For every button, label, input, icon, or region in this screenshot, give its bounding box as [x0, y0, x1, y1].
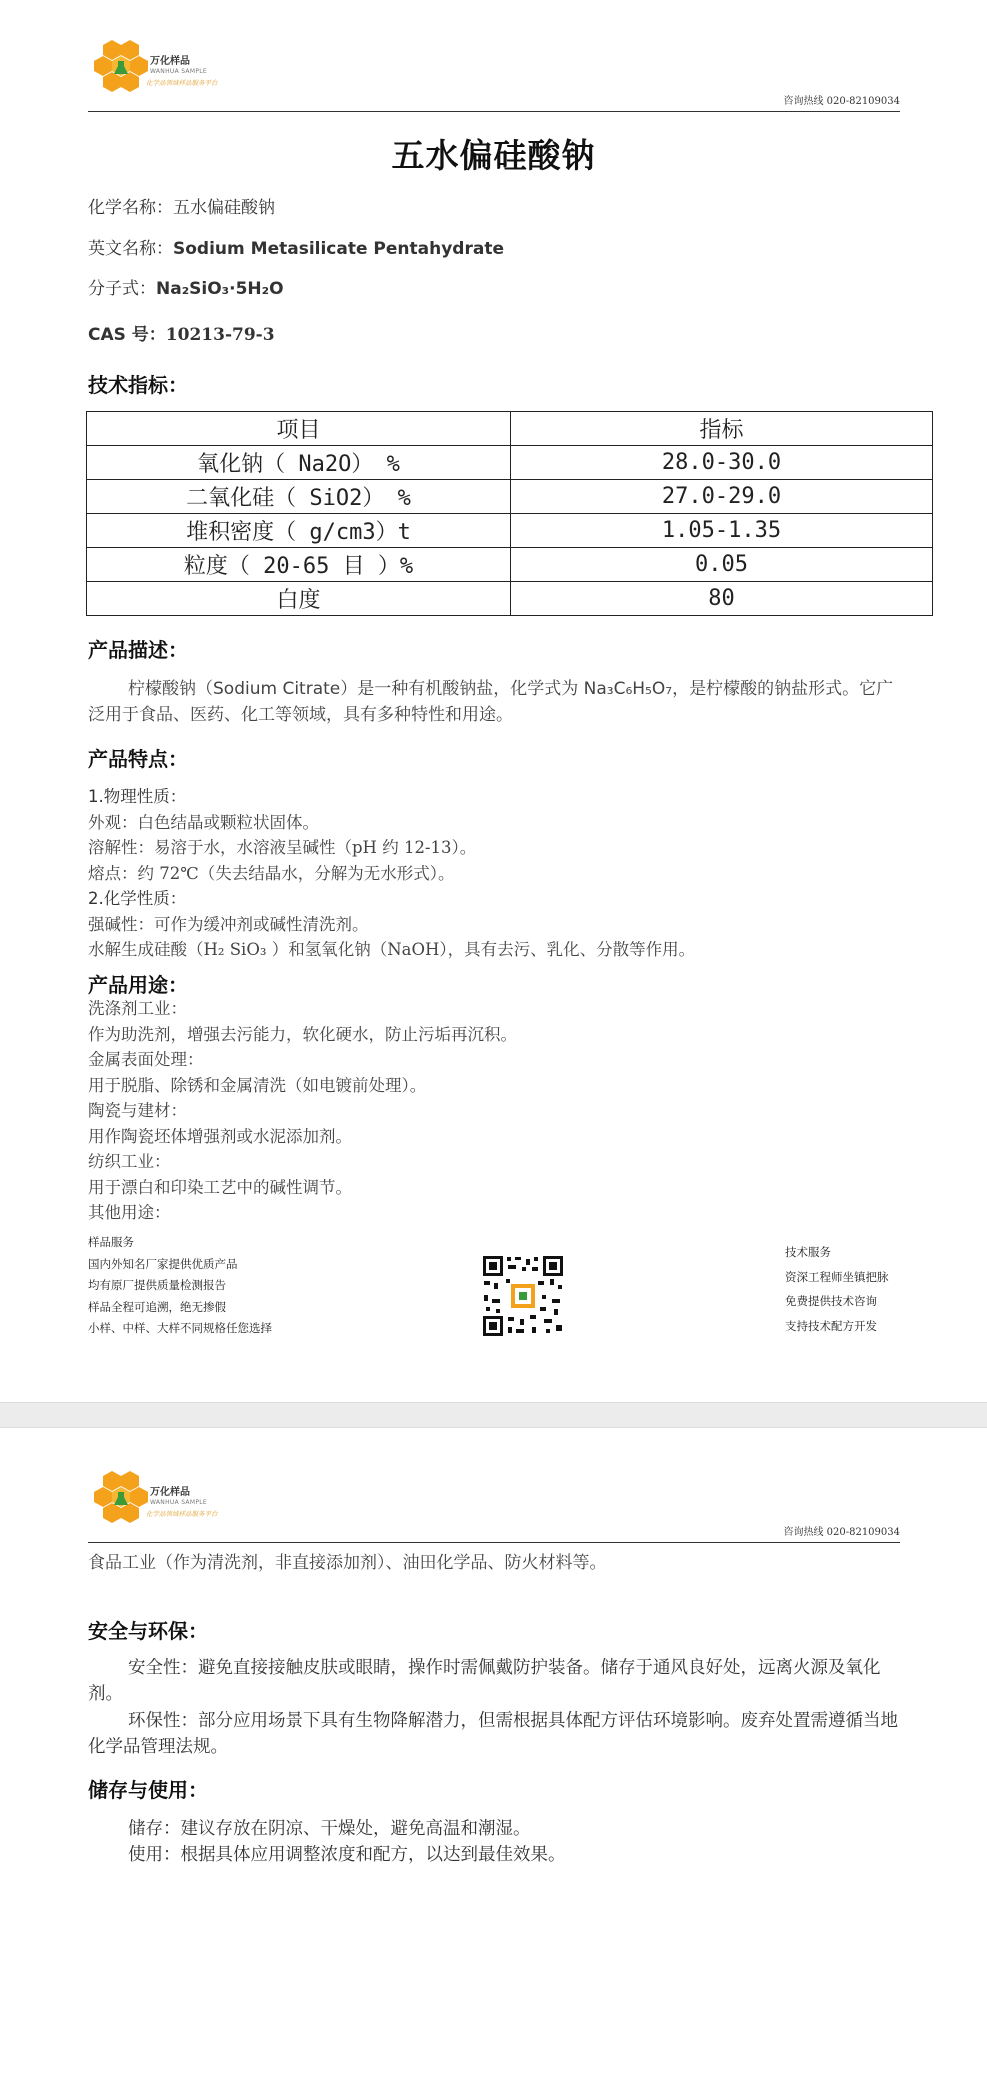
- table-row: [87, 582, 933, 616]
- formula-label: 分子式：: [88, 279, 156, 299]
- list-item: 熔点：约 72℃（失去结晶水，分解为无水形式）。: [88, 863, 455, 883]
- english-name-label: 英文名称：: [88, 239, 173, 259]
- document-title: 五水偏硅酸钠: [391, 136, 596, 175]
- list-item: 用作陶瓷坯体增强剂或水泥添加剂。: [88, 1126, 352, 1146]
- spec-item: 白度: [87, 582, 511, 616]
- list-item: 水解生成硅酸（H₂ SiO₃ ）和氢氧化钠（NaOH），具有去污、乳化、分散等作用。: [88, 940, 696, 959]
- logo-slogan: 化学品领域样品服务平台: [146, 79, 218, 87]
- cas-field: [88, 320, 275, 345]
- list-item: 其他用途：: [88, 1203, 171, 1222]
- tech-service-block: [785, 1240, 889, 1338]
- spec-value: 28.0-30.0: [511, 446, 933, 480]
- features-list: [88, 784, 900, 963]
- chemical-name-field: [88, 193, 275, 218]
- spec-item: 氧化钠（ Na2O） %: [87, 446, 511, 480]
- list-item: 陶瓷与建材：: [88, 1101, 187, 1120]
- service-item: 技术服务: [785, 1245, 831, 1259]
- list-item: 溶解性：易溶于水，水溶液呈碱性（pH 约 12-13）。: [88, 838, 477, 857]
- table-row: [87, 548, 933, 582]
- service-item: 样品服务: [88, 1235, 134, 1249]
- storage-text: 储存：建议存放在阴凉、干燥处，避免高温和潮湿。: [128, 1819, 531, 1839]
- list-item: 金属表面处理：: [88, 1050, 204, 1069]
- spec-item: 粒度（ 20-65 目 ）%: [87, 548, 511, 582]
- qr-code: [482, 1255, 564, 1337]
- storage-heading: 储存与使用：: [88, 1778, 208, 1802]
- list-item: 强碱性：可作为缓冲剂或碱性清洗剂。: [88, 914, 369, 934]
- spec-item: 堆积密度（ g/cm3）t: [87, 514, 511, 548]
- safety-heading: 安全与环保：: [88, 1619, 208, 1643]
- service-item: 小样、中样、大样不同规格任您选择: [88, 1321, 272, 1335]
- uses-heading: 产品用途：: [88, 973, 188, 997]
- uses-continued-text: 食品工业（作为清洗剂，非直接添加剂）、油田化学品、防火材料等。: [88, 1553, 607, 1573]
- service-item: 均有原厂提供质量检测报告: [88, 1278, 226, 1292]
- spec-value: 0.05: [511, 548, 933, 582]
- page-separator: [0, 1402, 987, 1428]
- service-item: 免费提供技术咨询: [785, 1294, 877, 1308]
- service-item: 国内外知名厂家提供优质产品: [88, 1256, 238, 1271]
- chemical-name-label: 化学名称：: [88, 198, 173, 218]
- logo-name: 万化样品: [150, 56, 190, 67]
- features-heading: 产品特点：: [88, 747, 188, 771]
- spec-heading: 技术指标：: [88, 373, 188, 397]
- list-item: 2.化学性质：: [88, 889, 187, 908]
- page-header: [88, 32, 900, 112]
- list-item: 外观：白色结晶或颗粒状固体。: [88, 812, 319, 832]
- service-item: 资深工程师坐镇把脉: [785, 1269, 889, 1284]
- spec-item: 二氧化硅（ SiO2） %: [87, 480, 511, 514]
- spec-value: 80: [511, 582, 933, 616]
- description-text: 柠檬酸钠（Sodium Citrate）是一种有机酸钠盐，化学式为 Na₃C₆H₅O₇，是柠檬酸的钠盐形式。它广泛用于食品、医药、化工等领域，具有多种特性和用途。: [88, 679, 894, 725]
- page-header: [88, 1463, 900, 1543]
- table-row: [87, 480, 933, 514]
- table-row: [87, 514, 933, 548]
- hotline: 咨询热线 020-82109034: [783, 1527, 900, 1538]
- list-item: 用于漂白和印染工艺中的碱性调节。: [88, 1177, 352, 1197]
- service-item: 样品全程可追溯，绝无掺假: [88, 1299, 226, 1314]
- sample-service-block: [88, 1232, 272, 1340]
- environment-text: 环保性：部分应用场景下具有生物降解潜力，但需根据具体配方评估环境影响。废弃处置需遵循当地化学品管理法规。: [88, 1711, 898, 1757]
- table-row: [87, 446, 933, 480]
- spec-table-header-row: [87, 412, 933, 446]
- english-name-field: [88, 234, 504, 259]
- formula-value: Na₂SiO₃·5H₂O: [156, 279, 284, 299]
- logo-subtitle: WANHUA SAMPLE: [150, 1499, 207, 1506]
- list-item: 纺织工业：: [88, 1152, 171, 1171]
- service-item: 支持技术配方开发: [785, 1318, 877, 1333]
- chemical-name-value: 五水偏硅酸钠: [173, 198, 275, 218]
- usage-text: 使用：根据具体应用调整浓度和配方，以达到最佳效果。: [128, 1845, 566, 1865]
- formula-field: [88, 274, 284, 299]
- spec-header-item: 项目: [87, 412, 511, 446]
- spec-table: [86, 411, 933, 616]
- list-item: 作为助洗剂，增强去污能力，软化硬水，防止污垢再沉积。: [88, 1024, 517, 1044]
- list-item: 用于脱脂、除锈和金属清洗（如电镀前处理）。: [88, 1075, 427, 1095]
- logo-subtitle: WANHUA SAMPLE: [150, 68, 207, 75]
- safety-text: 安全性：避免直接接触皮肤或眼睛，操作时需佩戴防护装备。储存于通风良好处，远离火源及氧化剂。: [88, 1658, 881, 1704]
- list-item: 洗涤剂工业：: [88, 999, 187, 1018]
- uses-list: [88, 996, 900, 1226]
- hotline: 咨询热线 020-82109034: [783, 96, 900, 107]
- logo-slogan: 化学品领域样品服务平台: [146, 1510, 218, 1518]
- logo-name: 万化样品: [150, 1487, 190, 1498]
- cas-label: CAS 号：: [88, 325, 166, 345]
- spec-value: 1.05-1.35: [511, 514, 933, 548]
- spec-header-value: 指标: [511, 412, 933, 446]
- list-item: 1.物理性质：: [88, 787, 187, 806]
- spec-value: 27.0-29.0: [511, 480, 933, 514]
- description-heading: 产品描述：: [88, 638, 188, 662]
- cas-value: 10213-79-3: [165, 325, 275, 345]
- english-name-value: Sodium Metasilicate Pentahydrate: [173, 239, 504, 259]
